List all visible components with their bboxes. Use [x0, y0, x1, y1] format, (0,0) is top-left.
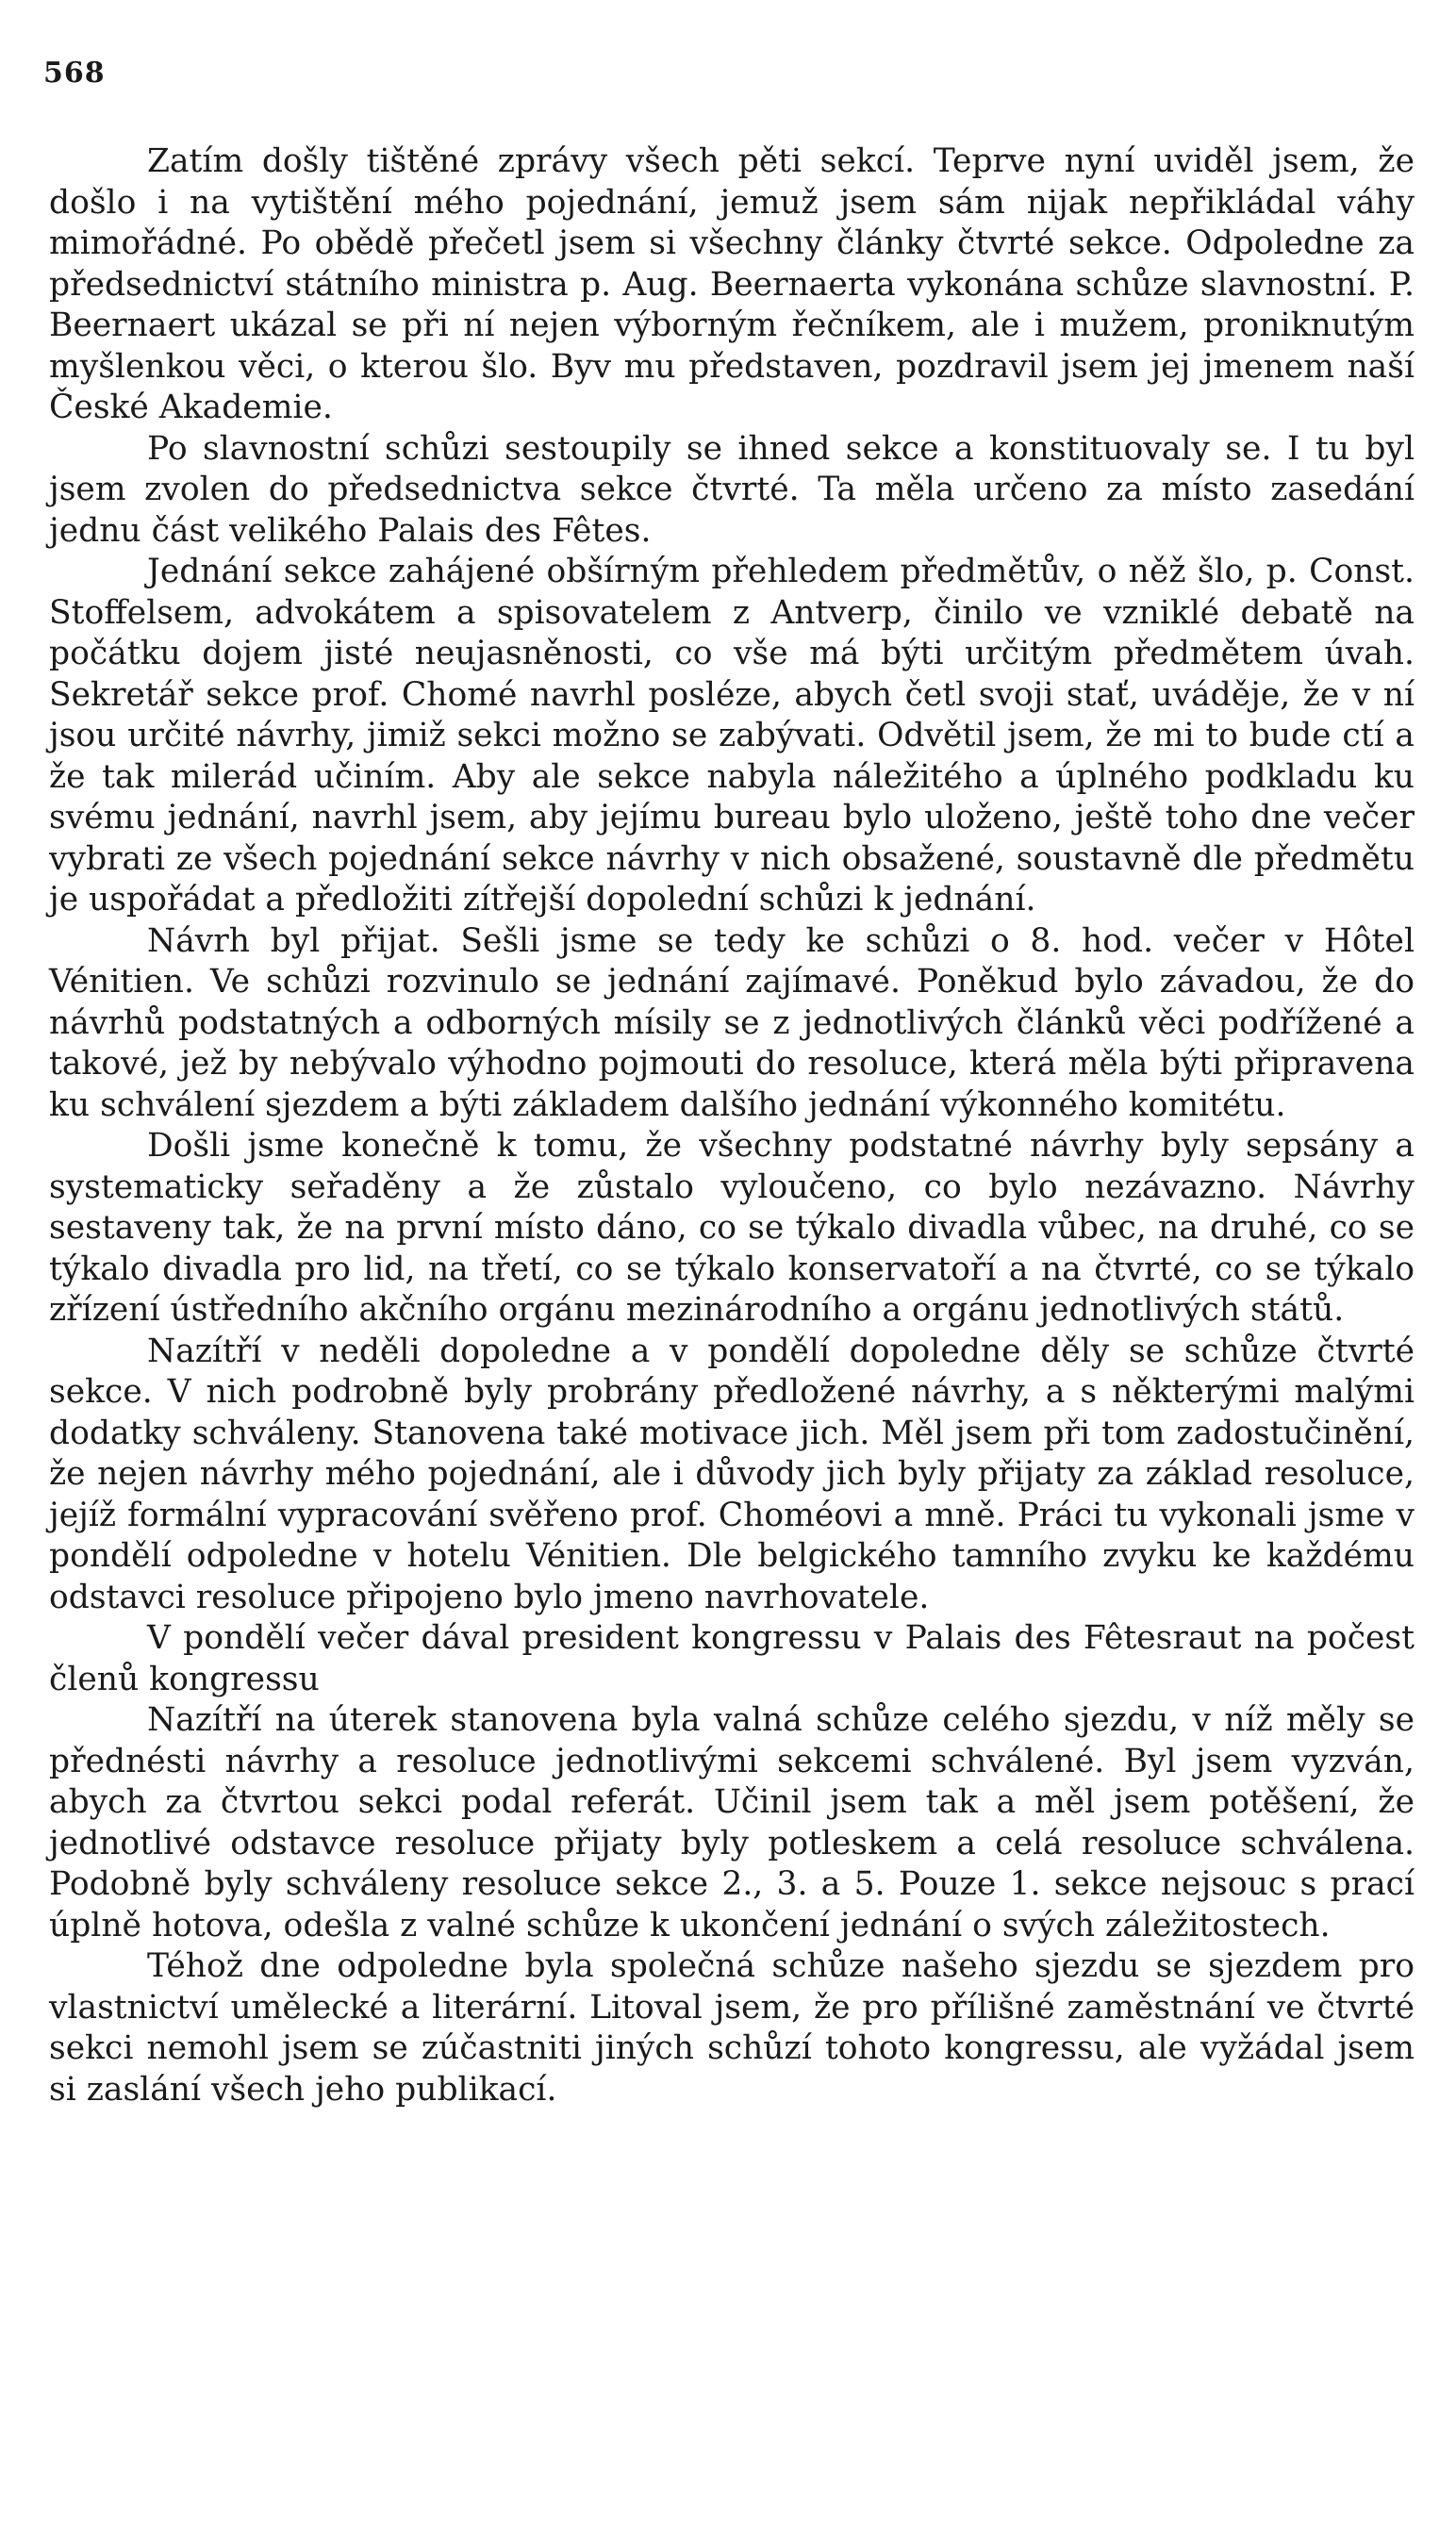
paragraph: Nazítří na úterek stanovena byla valná schůze celého sjezdu, v níž měly se přednésti návrhy a resoluce jednotlivými sekcemi schválené. Byl jsem vyzván, abych za čtvrtou sekci podal referát. Učinil jsem tak a měl jsem potěšení, že jednotlivé odstavce resoluce přijaty byly potleskem a celá resoluce schválena. Podobně byly schváleny resoluce sekce 2., 3. a 5. Pouze 1. sekce nejsouc s prací úplně hotova, odešla z valné schůze k ukončení jednání o svých záležitostech. [49, 1701, 1415, 1945]
paragraph: Návrh byl přijat. Sešli jsme se tedy ke schůzi o 8. hod. večer v Hôtel Vénitien. Ve schůzi rozvinulo se jednání zajímavé. Poněkud bylo závadou, že do návrhů podstatných a odborných mísily se z jednotlivých článků věci podřížené a takové, jež by nebývalo výhodno pojmouti do resoluce, která měla býti připravena ku schválení sjezdem a býti základem dalšího jednání výkonného komitétu. [49, 921, 1415, 1124]
paragraph: Téhož dne odpoledne byla společná schůze našeho sjezdu se sjezdem pro vlastnictví umělecké a literární. Litoval jsem, že pro přílišné zaměstnání ve čtvrté sekci nemohl jsem se zúčastniti jiných schůzí tohoto kongressu, ale vyžádal jsem si zaslání všech jeho publikací. [49, 1947, 1415, 2109]
paragraph: Došli jsme konečně k tomu, že všechny podstatné návrhy byly sepsány a systematicky seřaděny a že zůstalo vyloučeno, co bylo nezávazno. Návrhy sestaveny tak, že na první místo dáno, co se týkalo divadla vůbec, na druhé, co se týkalo divadla pro lid, na třetí, co se týkalo konservatoří a na čtvrté, co se týkalo zřízení ústředního akčního orgánu mezinárodního a orgánu jednotlivých států. [49, 1127, 1415, 1329]
paragraph: Jednání sekce zahájené obšírným přehledem předmětův, o něž šlo, p. Const. Stoffelsem, advokátem a spisovatelem z Antverp, činilo ve vzniklé debatě na počátku dojem jisté neujasněnosti, co vše má býti určitým předmětem úvah. Sekretář sekce prof. Chomé navrhl posléze, abych četl svoji stať, uváděje, že v ní jsou určité návrhy, jimiž sekci možno se zabývati. Odvětil jsem, že mi to bude ctí a že tak milerád učiním. Aby ale sekce nabyla náležitého a úplného podkladu ku svému jednání, navrhl jsem, aby jejímu bureau bylo uloženo, ještě toho dne večer vybrati ze všech pojednání sekce návrhy v nich obsažené, soustavně dle předmětu je uspořádat a předložiti zítřejší dopolední schůzi k jednání. [49, 553, 1415, 918]
paragraph: Nazítří v neděli dopoledne a v pondělí dopoledne děly se schůze čtvrté sekce. V nich podrobně byly probrány předložené návrhy, a s některými malými dodatky schváleny. Stanovena také motivace jich. Měl jsem při tom zadostučinění, že nejen návrhy mého pojednání, ale i důvody jich byly přijaty za základ resoluce, jejíž formální vypracování svěřeno prof. Choméovi a mně. Práci tu vykonali jsme v pondělí odpoledne v hotelu Vénitien. Dle belgického tamního zvyku ke každému odstavci resoluce připojeno bylo jmeno navrhovatele. [49, 1332, 1415, 1616]
paragraph: Po slavnostní schůzi sestoupily se ihned sekce a konstituovaly se. I tu byl jsem zvolen do předsednictva sekce čtvrté. Ta měla určeno za místo zasedání jednu část velikého Palais des Fêtes. [49, 429, 1415, 550]
paragraph: V pondělí večer dával president kongressu v Palais des Fêtesraut na počest členů kongressu [49, 1619, 1415, 1698]
body-text [49, 141, 1415, 2110]
page-number: 568 [43, 57, 106, 90]
paragraph: Zatím došly tištěné zprávy všech pěti sekcí. Teprve nyní uviděl jsem, že došlo i na vytištění mého pojednání, jemuž jsem sám nijak nepřikládal váhy mimořádné. Po obědě přečetl jsem si všechny články čtvrté sekce. Odpoledne za předsednictví státního ministra p. Aug. Beernaerta vykonána schůze slavnostní. P. Beernaert ukázal se při ní nejen výborným řečníkem, ale i mužem, proniknutým myšlenkou věci, o kterou šlo. Byv mu představen, pozdravil jsem jej jmenem naší České Akademie. [49, 142, 1415, 426]
